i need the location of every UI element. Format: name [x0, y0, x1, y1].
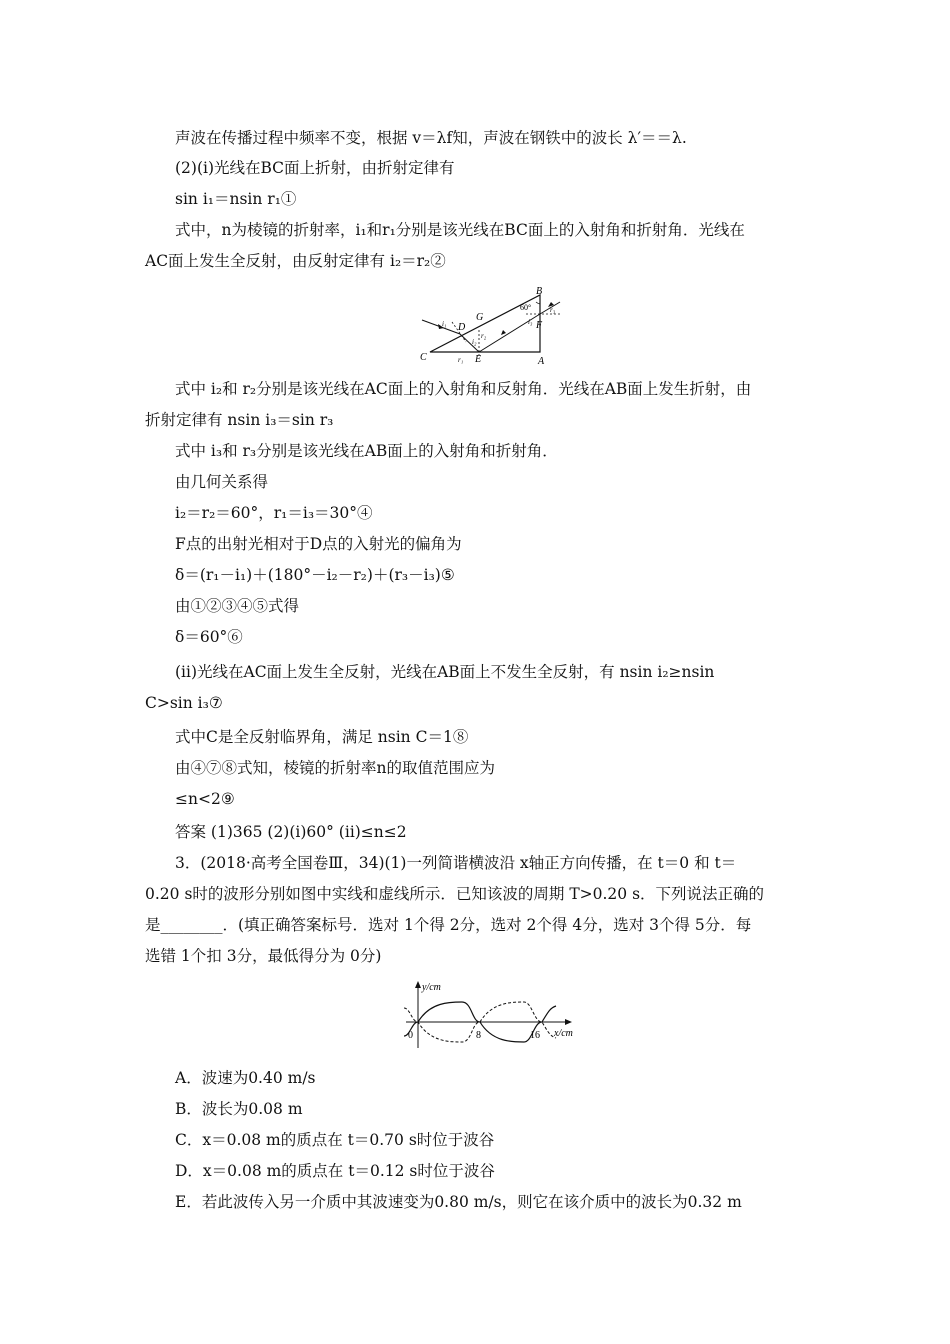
- text-line: 答案 (1)365 (2)(ⅰ)60° (ⅱ)≤n≤2: [175, 823, 407, 841]
- arrow-icon: [565, 1019, 572, 1025]
- point-label: F: [536, 320, 543, 331]
- text-line: 3．(2018·高考全国卷Ⅲ，34)(1)一列简谐横波沿 x轴正方向传播，在 t＝0 和 t＝: [175, 854, 737, 872]
- angle-label: 60°: [520, 303, 532, 312]
- angle-label: i₂: [472, 338, 477, 346]
- angle-label: i₁: [442, 320, 447, 328]
- wave-figure: [400, 978, 580, 1050]
- option-b: B．波长为0.08 m: [175, 1100, 303, 1118]
- arrow-icon: [501, 330, 506, 335]
- text-line: (2)(ⅰ)光线在BC面上折射，由折射定律有: [175, 159, 455, 177]
- text-line: C>sin i₃⑦: [145, 694, 223, 712]
- prism-figure: [418, 282, 564, 366]
- text-line: 是________．(填正确答案标号．选对 1个得 2分，选对 2个得 4分，选对 3个得 5分．每: [145, 916, 752, 934]
- y-axis-label: y/cm: [422, 982, 441, 993]
- option-c: C．x＝0.08 m的质点在 t＝0.70 s时位于波谷: [175, 1131, 495, 1149]
- vertex-label: C: [420, 352, 427, 363]
- text-line: sin i₁＝nsin r₁①: [175, 190, 297, 208]
- text-line: 式中，n为棱镜的折射率，i₁和r₁分别是该光线在BC面上的入射角和折射角．光线在: [175, 221, 745, 239]
- vertex-label: B: [536, 286, 543, 297]
- tick-label: 0: [408, 1030, 413, 1041]
- point-label: E: [475, 354, 482, 365]
- text-line: ≤n<2⑨: [175, 790, 235, 808]
- angle-label: r₃: [550, 306, 556, 314]
- text-line: δ＝(r₁－i₁)＋(180°－i₂－r₂)＋(r₃－i₃)⑤: [175, 566, 455, 584]
- text-line: 式中 i₂和 r₂分别是该光线在AC面上的入射角和反射角．光线在AB面上发生折射，由: [175, 380, 752, 398]
- text-line: 由几何关系得: [175, 473, 269, 491]
- x-axis-label: x/cm: [554, 1028, 573, 1039]
- angle-label: r₂: [481, 332, 487, 340]
- option-e: E．若此波传入另一介质中其波速变为0.80 m/s，则它在该介质中的波长为0.32 m: [175, 1193, 742, 1211]
- point-label: G: [476, 312, 484, 323]
- angle-label: i₃: [528, 318, 533, 326]
- text-line: AC面上发生全反射，由反射定律有 i₂＝r₂②: [145, 252, 446, 270]
- point-label: D: [458, 322, 466, 333]
- vertex-label: A: [538, 356, 545, 366]
- text-line: 选错 1个扣 3分，最低得分为 0分): [145, 947, 382, 965]
- text-line: 由④⑦⑧式知，棱镜的折射率n的取值范围应为: [175, 759, 495, 777]
- text-line: i₂＝r₂＝60°，r₁＝i₃＝30°④: [175, 504, 373, 522]
- text-line: (ⅱ)光线在AC面上发生全反射，光线在AB面上不发生全反射，有 nsin i₂≥nsin: [175, 663, 715, 681]
- tick-label: 16: [530, 1030, 540, 1041]
- text-line: 折射定律有 nsin i₃＝sin r₃: [145, 411, 334, 429]
- text-line: δ＝60°⑥: [175, 628, 243, 646]
- option-a: A．波速为0.40 m/s: [175, 1069, 316, 1087]
- text-line: 式中 i₃和 r₃分别是该光线在AB面上的入射角和折射角．: [175, 442, 558, 460]
- text-line: 0.20 s时的波形分别如图中实线和虚线所示．已知该波的周期 T>0.20 s．下列说法正确的: [145, 885, 765, 903]
- option-d: D．x＝0.08 m的质点在 t＝0.12 s时位于波谷: [175, 1162, 495, 1180]
- angle-label: r₁: [458, 356, 464, 364]
- tick-label: 8: [476, 1030, 481, 1041]
- arrow-icon: [415, 981, 421, 988]
- text-line: 式中C是全反射临界角，满足 nsin C＝1⑧: [175, 728, 469, 746]
- text-line: F点的出射光相对于D点的入射光的偏角为: [175, 535, 462, 553]
- text-line: 声波在传播过程中频率不变，根据 v＝λf知，声波在钢铁中的波长 λ′＝＝λ.: [175, 129, 687, 147]
- text-line: 由①②③④⑤式得: [175, 597, 300, 615]
